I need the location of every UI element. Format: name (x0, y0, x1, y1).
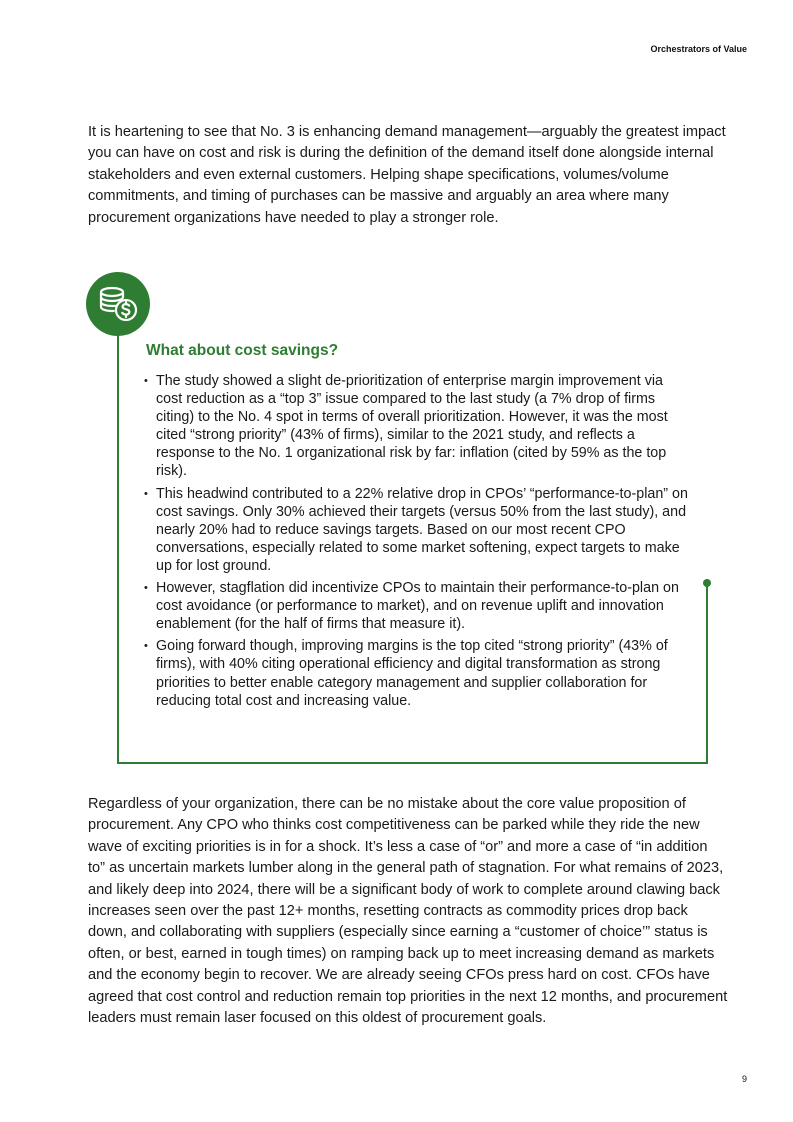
intro-paragraph: It is heartening to see that No. 3 is enhancing demand management—arguably the greatest impact you can have on cost and risk is during the definition of the demand itself done alongside internal stakeholders and even external customers. Helping shape specifications, volumes/volume commitments, and timing of purchases can be massive and arguably an area where many procurement organizations have needed to play a stronger role. (88, 124, 726, 226)
running-header: Orchestrators of Value (650, 44, 747, 54)
callout-border-left (117, 330, 119, 764)
callout-bullet-list (144, 372, 692, 714)
callout-border-dot (703, 579, 711, 587)
closing-paragraph: Regardless of your organization, there can be no mistake about the core value proposition of procurement. Any CPO who thinks cost competitiveness can be parked while they ride the new wave of exciting priorities is in for a shock. It’s less a case of “or” and more a case of “in addition to” as uncertain markets lumber along in the general path of stagnation. For what remains of 2023, and likely deep into 2024, there will be a significant body of work to complete around clawing back increases seen over the past 12+ months, resetting contracts as commodity prices drop back down, and collaborating with suppliers (especially since earning a “customer of choice’” status is often, or best, earned in tough times) on ramping back up to meet increasing demand as markets and the economy begin to recover. We are already seeing CFOs press hard on cost. CFOs have agreed that cost control and reduction remain top priorities in the next 12 months, and procurement leaders must remain laser focused on this oldest of procurement goals. (88, 796, 728, 1027)
coins-dollar-icon (86, 272, 150, 336)
callout-title: What about cost savings? (146, 342, 339, 359)
callout-border-bottom (117, 762, 708, 764)
callout-bullet-item: • However, stagflation did incentivize CPOs to maintain their performance-to-plan on cost avoidance (or performance to market), and on revenue uplift and innovation enablement (for the half of firms that measure it). (144, 579, 692, 633)
callout-bullet-item: • The study showed a slight de-prioritization of enterprise margin improvement via cost reduction as a “top 3” issue compared to the last study (a 7% drop of firms citing) to the No. 4 spot in terms of overall prioritization. However, it was the most cited “strong priority” (43% of firms), similar to the 2021 study, and reflects a response to the No. 1 organizational risk by far: inflation (cited by 59% as the top risk). (144, 372, 692, 481)
callout-bullet-item: • This headwind contributed to a 22% relative drop in CPOs’ “performance-to-plan” on cost savings. Only 30% achieved their targets (versus 50% from the last study), and nearly 20% had to reduce savings targets. Based on our most recent CPO conversations, especially related to some market softening, expect targets to make up for lost ground. (144, 485, 692, 575)
callout-border-right (706, 583, 708, 764)
page-number: 9 (741, 1074, 747, 1084)
callout-bullet-item: • Going forward though, improving margins is the top cited “strong priority” (43% of firms), with 40% citing operational efficiency and digital transformation as strong priorities to better enable category management and supplier collaboration for reducing total cost and increasing value. (144, 637, 692, 709)
